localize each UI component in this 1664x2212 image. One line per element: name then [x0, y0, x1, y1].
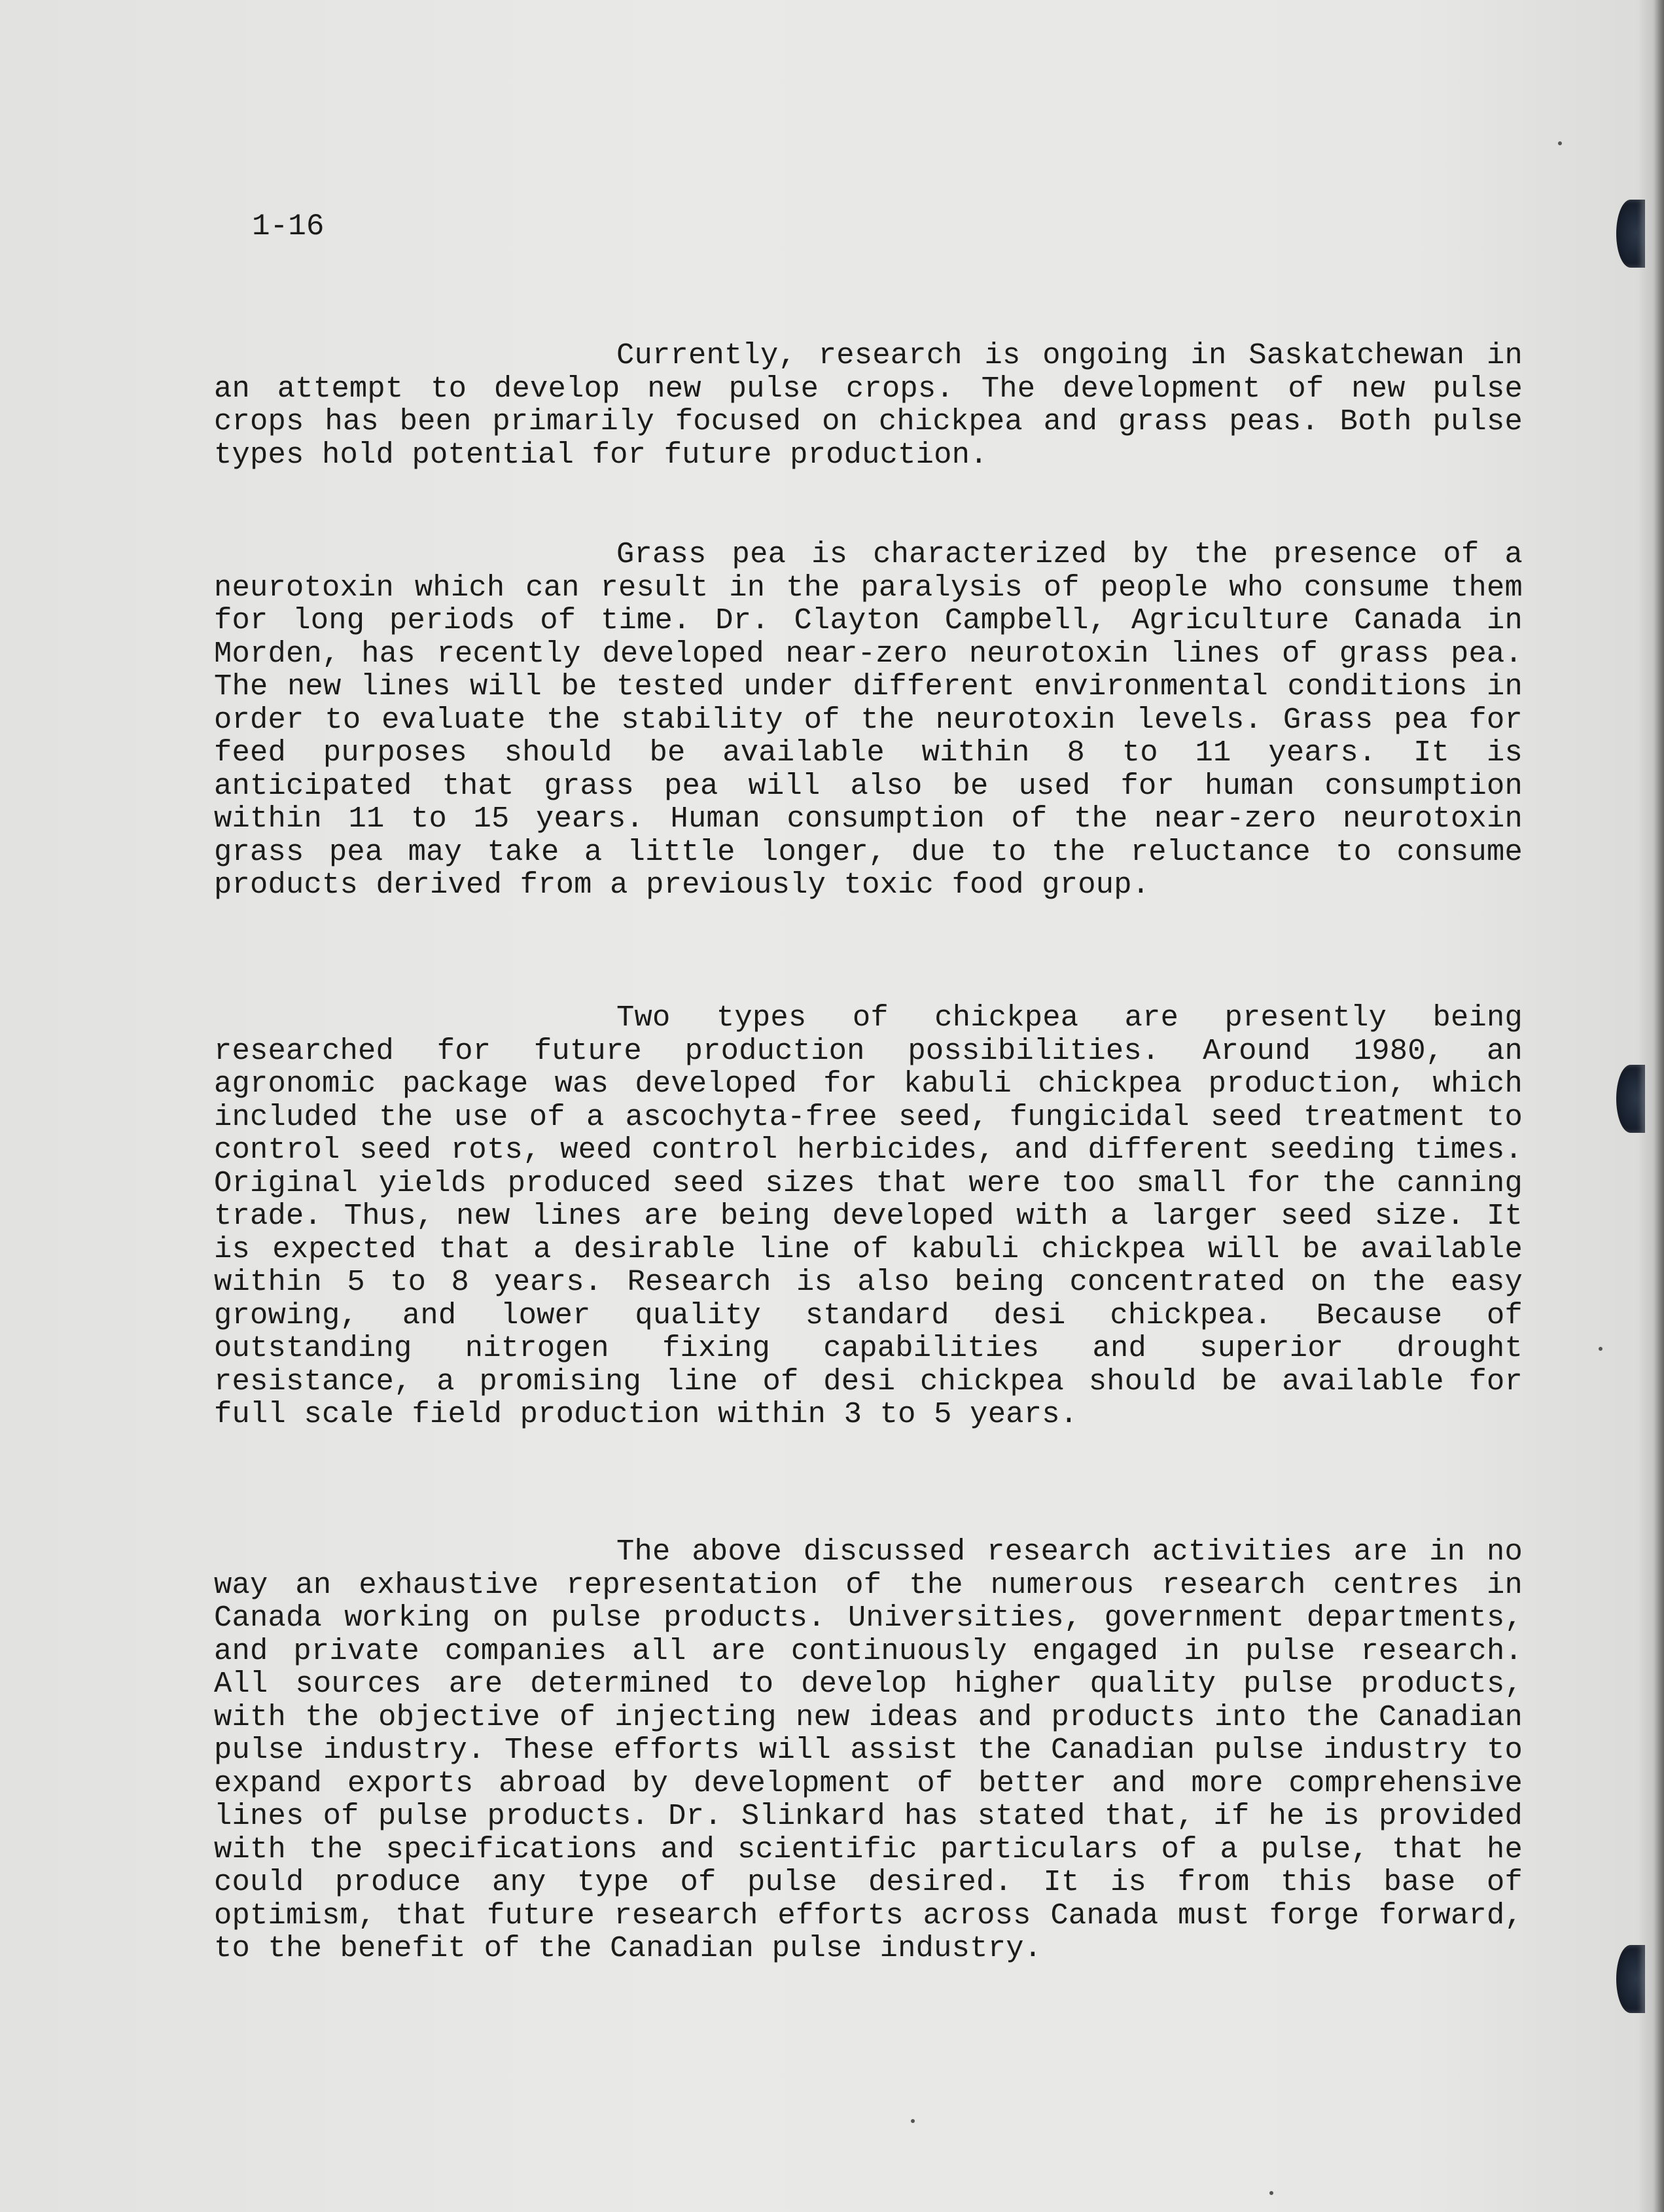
binder-hole-bottom	[1616, 1945, 1645, 2013]
binder-hole-middle	[1616, 1065, 1645, 1133]
page-number: 1-16	[252, 209, 325, 243]
paper-speck	[1599, 1347, 1602, 1351]
body-paragraph: Currently, research is ongoing in Saskatchewan in an attempt to develop new pulse crops. The development of new pulse crops has been primarily focused on chickpea and grass peas. Both pulse types hold potential for future production.	[214, 338, 1523, 472]
paper-speck	[911, 2119, 915, 2123]
body-paragraph: Grass pea is characterized by the presence of a neurotoxin which can result in the paralysis of people who consume them for long periods of time. Dr. Clayton Campbell, Agriculture Canada in Morden, has recently developed near-zero neurotoxin lines of grass pea. The new lines will be tested under different environmental conditions in order to evaluate the stability of the neurotoxin levels. Grass pea for feed purposes should be available within 8 to 11 years. It is anticipated that grass pea will also be used for human consumption within 11 to 15 years. Human consumption of the near-zero neurotoxin grass pea may take a little longer, due to the reluctance to consume products derived from a previously toxic food group.	[214, 537, 1523, 902]
body-paragraph: The above discussed research activities are in no way an exhaustive representation of the numerous research centres in Canada working on pulse products. Universities, government departments, and private companies all are continuously engaged in pulse research. All sources are determined to develop higher quality pulse products, with the objective of injecting new ideas and products into the Canadian pulse industry. These efforts will assist the Canadian pulse industry to expand exports abroad by development of better and more comprehensive lines of pulse products. Dr. Slinkard has stated that, if he is provided with the specifications and scientific particulars of a pulse, that he could produce any type of pulse desired. It is from this base of optimism, that future research efforts across Canada must forge forward, to the benefit of the Canadian pulse industry.	[214, 1535, 1523, 1965]
paper-speck	[1269, 2191, 1273, 2195]
body-paragraph: Two types of chickpea are presently being researched for future production possibilities. Around 1980, an agronomic package was developed for kabuli chickpea production, which included the use of a ascochyta-free seed, fungicidal seed treatment to control seed rots, weed control herbicides, and different seeding times. Original yields produced seed sizes that were too small for the canning trade. Thus, new lines are being developed with a larger seed size. It is expected that a desirable line of kabuli chickpea will be available within 5 to 8 years. Research is also being concentrated on the easy growing, and lower quality standard desi chickpea. Because of outstanding nitrogen fixing capabilities and superior drought resistance, a promising line of desi chickpea should be available for full scale field production within 3 to 5 years.	[214, 1001, 1523, 1431]
paper-speck	[1558, 141, 1562, 145]
binder-hole-top	[1616, 200, 1645, 268]
